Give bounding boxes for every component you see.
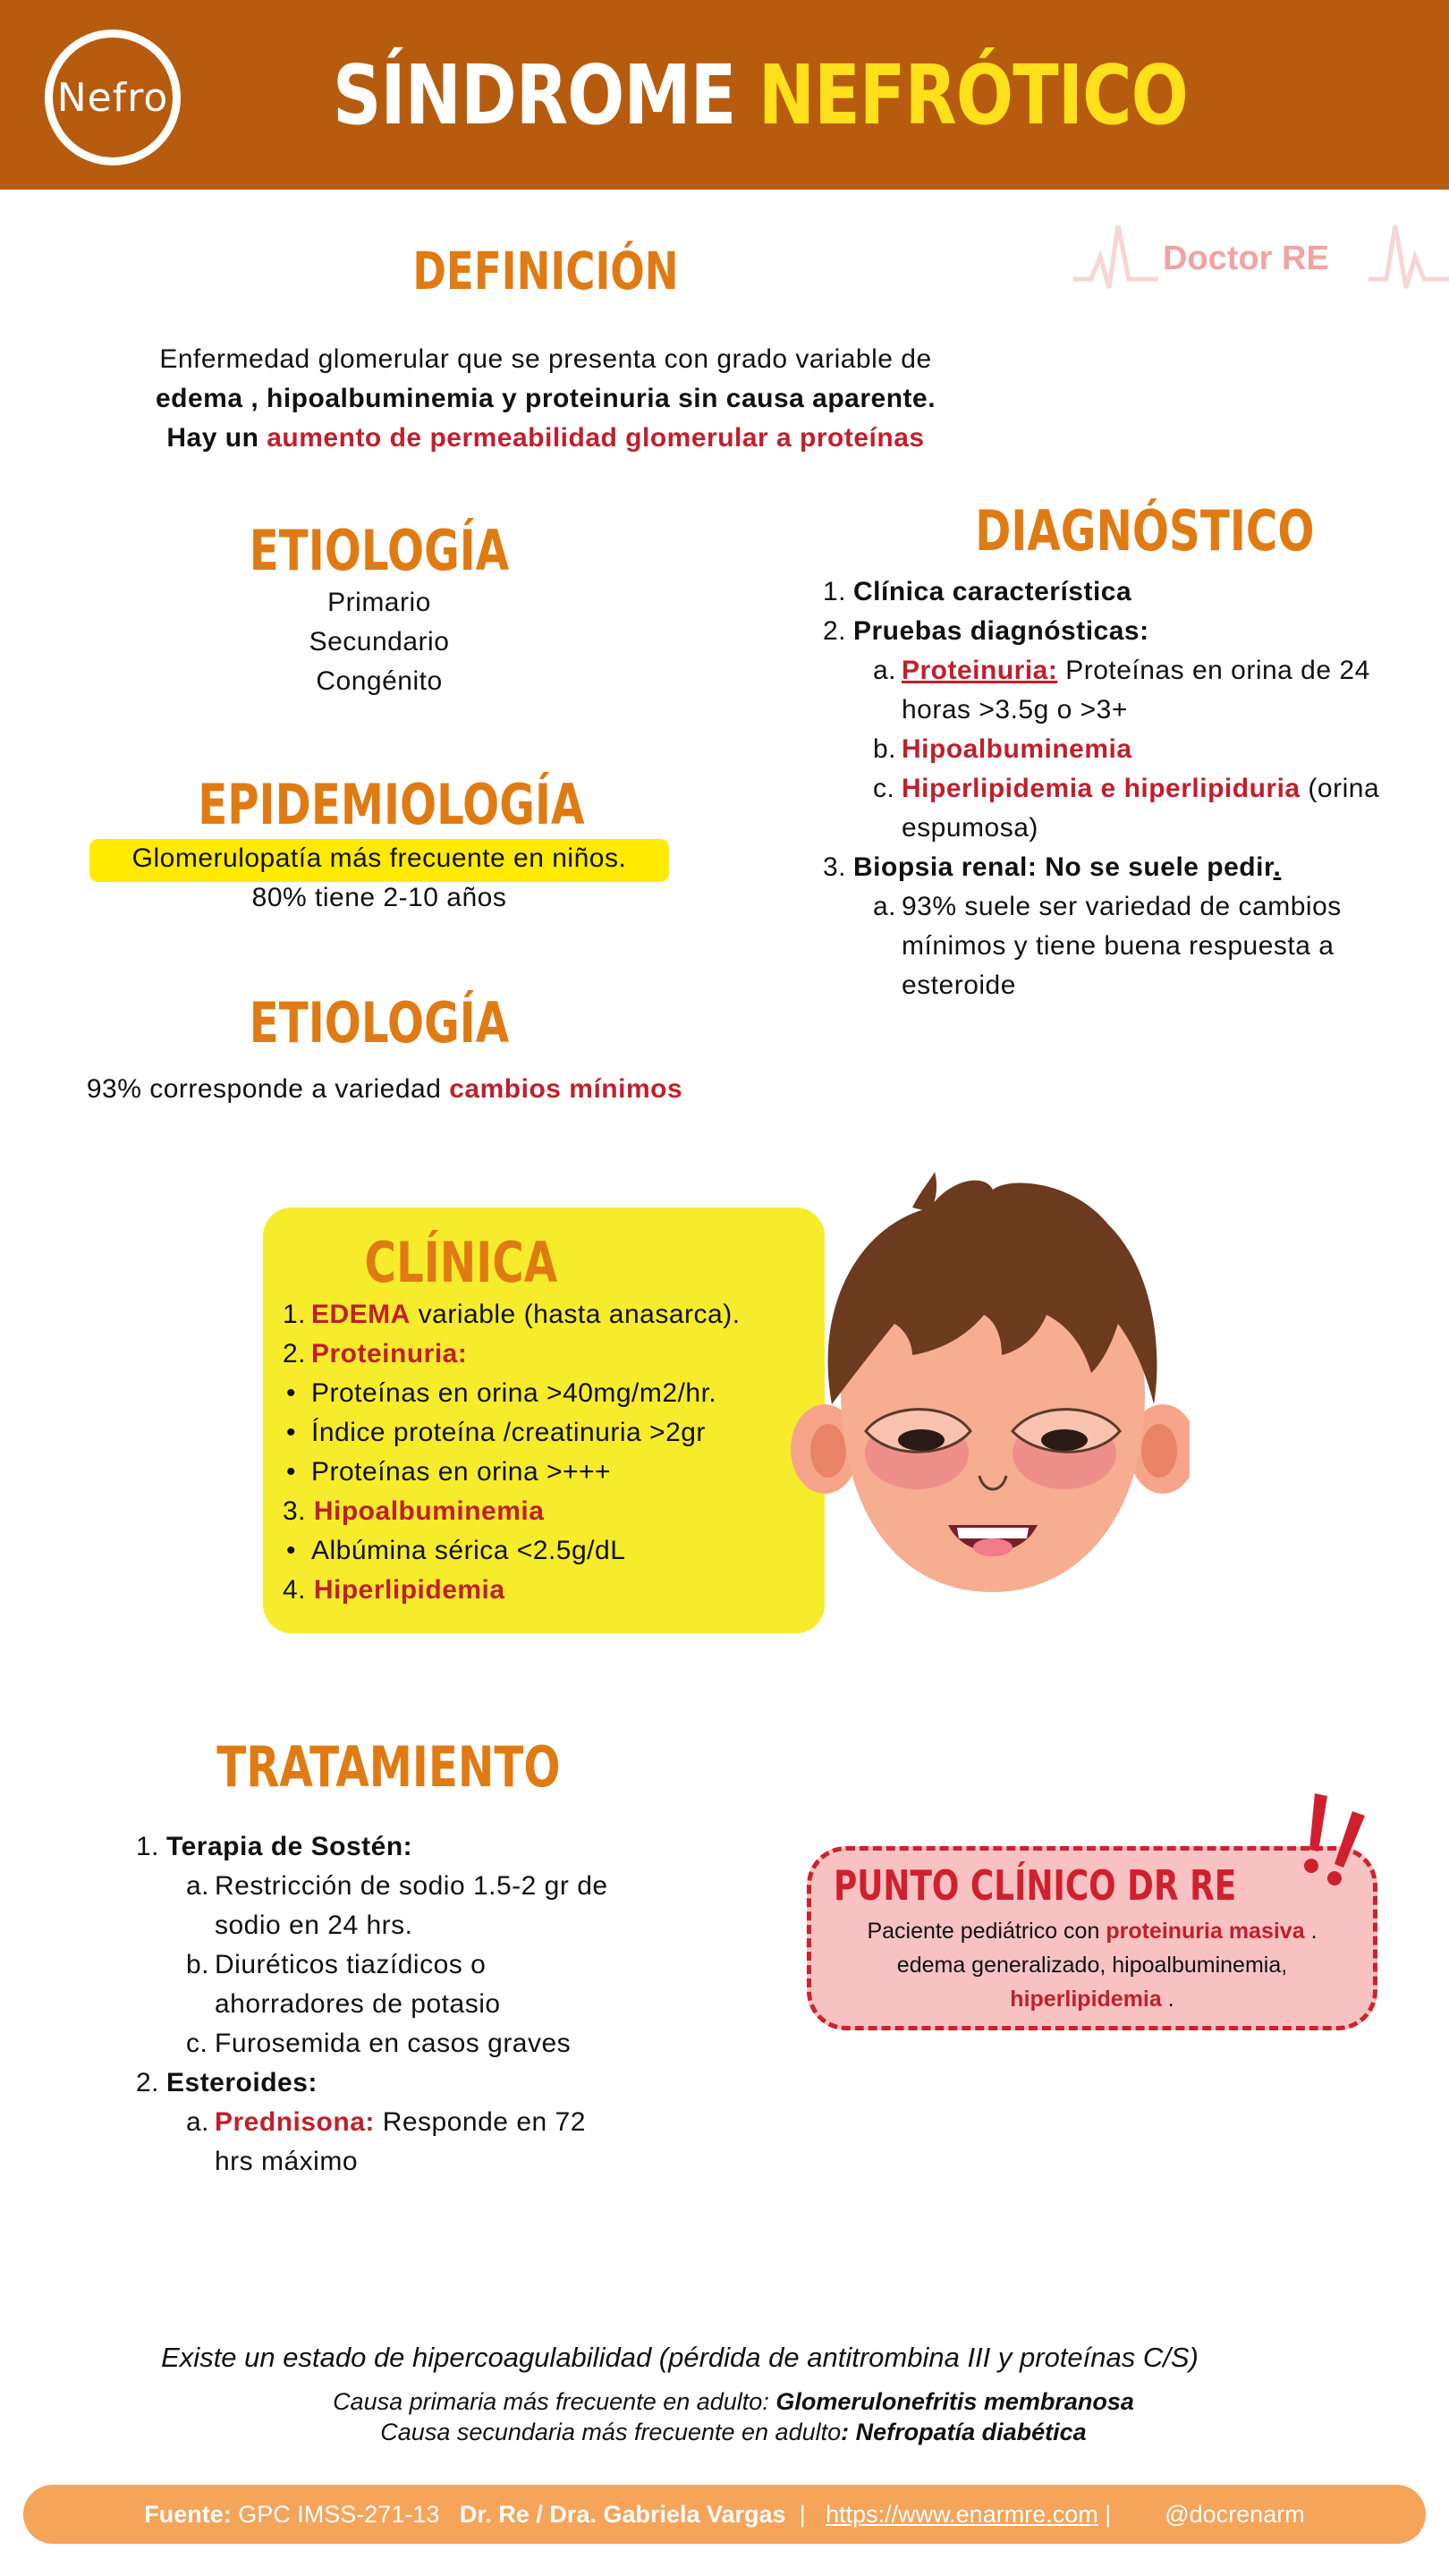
- etiologia-item: Congénito: [316, 666, 443, 696]
- punto-clinico-heading: PUNTO CLÍNICO DR RE: [834, 1861, 1237, 1910]
- punto-l3-red: hiperlipidemia: [1010, 1987, 1162, 2012]
- footer-fuente-label: Fuente:: [144, 2500, 232, 2528]
- diagnostico-d-line3: esteroide: [902, 970, 1016, 1000]
- tratamiento-a1: Restricción de sodio 1.5-2 gr de: [215, 1871, 608, 1901]
- logo-text: Nefro: [56, 74, 169, 121]
- definicion-text: [54, 340, 1038, 458]
- definicion-heading: DEFINICIÓN: [412, 241, 679, 301]
- clinica-b1: Proteínas en orina >40mg/m2/hr.: [311, 1378, 717, 1408]
- clinica-b2: Índice proteína /creatinuria >2gr: [311, 1418, 706, 1447]
- list-item: 2. Pruebas diagnósticas:: [823, 616, 1149, 646]
- list-item: • Índice proteína /creatinuria >2gr: [286, 1418, 706, 1447]
- diagnostico-c-text2: espumosa): [902, 813, 1038, 843]
- clinica-heading: CLÍNICA: [364, 1230, 558, 1295]
- page-title: [313, 47, 1208, 145]
- clinica-b3: Proteínas en orina >+++: [311, 1457, 612, 1487]
- swollen-face-boy-illustration: [778, 1172, 1190, 1637]
- tratamiento-b2: ahorradores de potasio: [215, 1989, 501, 2019]
- list-item: 2. Proteinuria:: [283, 1339, 468, 1368]
- nota-n3-bold: : Nefropatía diabética: [841, 2419, 1087, 2445]
- diagnostico-a-text: Proteínas en orina de 24: [1057, 656, 1370, 685]
- tratamiento-pa-red: Prednisona:: [215, 2107, 375, 2137]
- clinica-i4-red: Hiperlipidemia: [313, 1575, 505, 1605]
- epidemiologia-highlight: Glomerulopatía más frecuente en niños.: [131, 843, 627, 873]
- nota-causas: [179, 2386, 1288, 2447]
- list-item: b. Hipoalbuminemia: [873, 734, 1132, 764]
- tratamiento-b1: Diuréticos tiazídicos o: [215, 1950, 487, 1979]
- diagnostico-c-red: Hiperlipidemia e hiperlipiduria: [902, 774, 1301, 803]
- etiologia-2-highlight: cambios mínimos: [449, 1074, 683, 1104]
- list-item: c. Furosemida en casos graves: [186, 2029, 572, 2058]
- clinica-i3-red: Hipoalbuminemia: [313, 1496, 545, 1526]
- punto-l1-bold: proteinuria masiva: [1106, 1919, 1305, 1944]
- clinica-i1-rest: variable (hasta anasarca).: [410, 1300, 741, 1329]
- clinica-list: [283, 1295, 819, 1610]
- definicion-line1: Enfermedad glomerular que se presenta con grado variable de: [159, 344, 932, 374]
- footer-bar: [23, 2485, 1426, 2544]
- exclamation-marks-icon: [1288, 1789, 1377, 1887]
- epidemiologia-line2: 80% tiene 2-10 años: [251, 883, 507, 912]
- nota-causa-secundaria: [179, 2417, 1288, 2447]
- list-item: a. Proteinuria: Proteínas en orina de 24 horas >3.5g o >3+: [873, 656, 1370, 724]
- footer-social-handle: @docrenarm: [1165, 2500, 1305, 2528]
- etiologia-2-prefix: 93% corresponde a variedad: [86, 1074, 450, 1104]
- etiologia-2-text: [27, 1070, 742, 1109]
- list-item: [283, 1492, 819, 1531]
- definicion-line3: [54, 419, 1038, 458]
- footer-separator: |: [785, 2500, 826, 2528]
- list-item: a. Restricción de sodio 1.5-2 gr de sodio en 24 hrs.: [186, 1871, 608, 1940]
- list-item: a. 93% suele ser variedad de cambios mínimos y tiene buena respuesta a esteroide: [873, 892, 1342, 1000]
- list-item: b. Diuréticos tiazídicos o ahorradores de potasio: [186, 1950, 501, 2019]
- definicion-line2: edema , hipoalbuminemia y proteinuria sin causa aparente.: [155, 384, 936, 413]
- diagnostico-item3-dot: .: [1273, 852, 1282, 882]
- tratamiento-a2: sodio en 24 hrs.: [215, 1911, 413, 1940]
- footer-fuente-text: GPC IMSS-271-13: [231, 2500, 460, 2528]
- tratamiento-i2: Esteroides:: [166, 2068, 318, 2097]
- nota-n2-bold: Glomerulonefritis membranosa: [775, 2388, 1134, 2415]
- etiologia-item: Secundario: [309, 627, 450, 657]
- punto-line2: edema generalizado, hipoalbuminemia,: [896, 1953, 1288, 1978]
- nota-hipercoagulabilidad: Existe un estado de hipercoagulabilidad (pérdida de antitrombina III y proteínas C/S): [161, 2342, 1199, 2373]
- list-item: • Proteínas en orina >+++: [286, 1457, 612, 1487]
- tratamiento-pa-rest: Responde en 72: [374, 2107, 586, 2137]
- tratamiento-i1: Terapia de Sostén:: [166, 1832, 413, 1861]
- footer-separator: |: [1097, 2500, 1165, 2528]
- diagnostico-a-label: Proteinuria:: [902, 656, 1058, 685]
- list-item: a. Prednisona: Responde en 72 hrs máximo: [186, 2107, 586, 2176]
- list-item: 2. Esteroides:: [136, 2068, 318, 2097]
- punto-l1-prefix: Paciente pediátrico con: [867, 1919, 1106, 1944]
- nota-n2-prefix: Causa primaria más frecuente en adulto:: [333, 2388, 776, 2415]
- clinica-i1-red: EDEMA: [311, 1300, 411, 1329]
- diagnostico-a-text2: horas >3.5g o >3+: [902, 695, 1128, 724]
- diagnostico-item3: Biopsia renal: No se suele pedir: [853, 852, 1274, 882]
- epidemiologia-heading: EPIDEMIOLOGÍA: [198, 772, 585, 837]
- nota-n3-prefix: Causa secundaria más frecuente en adulto: [380, 2419, 842, 2445]
- list-item: • Proteínas en orina >40mg/m2/hr.: [286, 1378, 717, 1408]
- footer-website-link[interactable]: https://www.enarmre.com: [826, 2500, 1098, 2528]
- list-item: 1. Terapia de Sostén:: [136, 1832, 413, 1861]
- definicion-line3-highlight: aumento de permeabilidad glomerular a proteínas: [267, 423, 925, 453]
- clinica-i3-num: 3.: [283, 1496, 314, 1526]
- clinica-i4-num: 4.: [283, 1575, 314, 1605]
- clinica-i2-red: Proteinuria:: [311, 1339, 468, 1368]
- diagnostico-list: [823, 572, 1440, 1005]
- punto-l3-suffix: .: [1161, 1987, 1174, 2012]
- list-item: 1. Clínica característica: [823, 577, 1132, 606]
- footer-authors: Dr. Re / Dra. Gabriela Vargas: [459, 2500, 786, 2528]
- tratamiento-list: [136, 1827, 691, 2182]
- nota-causa-primaria: [179, 2386, 1288, 2417]
- title-part2: NEFRÓTICO: [758, 47, 1188, 143]
- etiologia-item: Primario: [327, 588, 431, 617]
- list-item: c. Hiperlipidemia e hiperlipiduria (orina espumosa): [873, 774, 1380, 843]
- list-item: • Albúmina sérica <2.5g/dL: [286, 1536, 626, 1565]
- title-part1: SÍNDROME: [333, 47, 736, 143]
- punto-line1: [816, 1914, 1368, 1948]
- definicion-line3-prefix: Hay un: [166, 423, 267, 453]
- diagnostico-c-rest: (orina: [1300, 774, 1380, 803]
- nefro-logo: [45, 30, 181, 165]
- punto-l1-suffix: .: [1304, 1919, 1318, 1944]
- etiologia-heading-2: ETIOLOGÍA: [249, 990, 510, 1055]
- diagnostico-b-text: Hipoalbuminemia: [902, 734, 1132, 764]
- watermark-text: Doctor RE: [1163, 240, 1329, 277]
- punto-clinico-text: [816, 1914, 1368, 2016]
- clinica-b4: Albúmina sérica <2.5g/dL: [311, 1536, 626, 1565]
- punto-line3: [816, 1982, 1368, 2016]
- tratamiento-heading: TRATAMIENTO: [216, 1734, 561, 1800]
- tratamiento-c1: Furosemida en casos graves: [215, 2029, 572, 2058]
- etiologia-list: [200, 583, 558, 701]
- list-item: 1. EDEMA variable (hasta anasarca).: [283, 1300, 741, 1329]
- list-item: [283, 1571, 819, 1610]
- diagnostico-heading: DIAGNÓSTICO: [975, 498, 1315, 564]
- diagnostico-item1: Clínica característica: [853, 577, 1132, 606]
- diagnostico-d-line2: mínimos y tiene buena respuesta a: [902, 931, 1335, 961]
- diagnostico-item2: Pruebas diagnósticas:: [853, 616, 1149, 646]
- etiologia-heading: ETIOLOGÍA: [249, 518, 510, 583]
- list-item: 3. Biopsia renal: No se suele pedir.: [823, 852, 1282, 882]
- diagnostico-d-line1: 93% suele ser variedad de cambios: [902, 892, 1342, 921]
- tratamiento-pa2: hrs máximo: [215, 2147, 359, 2176]
